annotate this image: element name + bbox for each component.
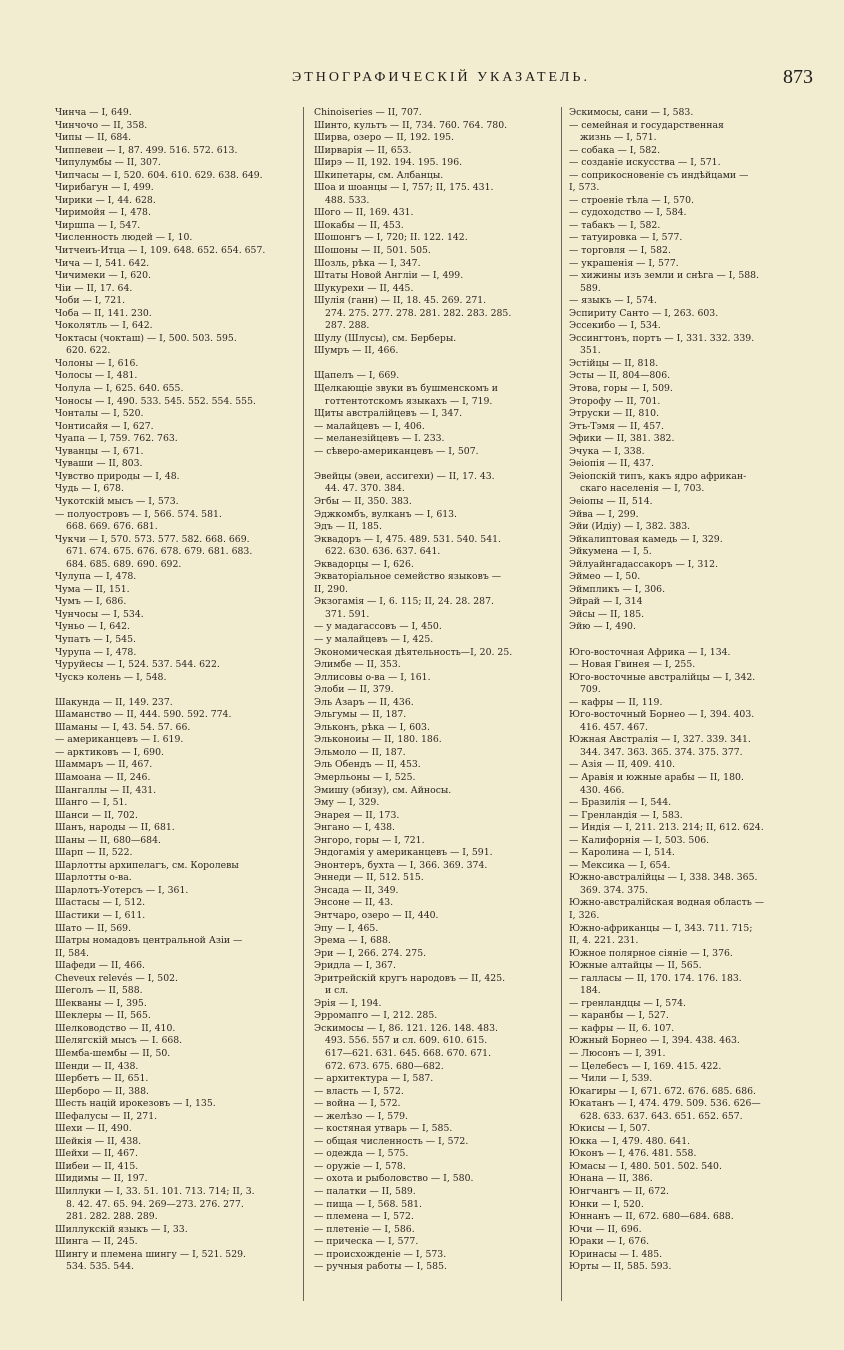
index-entry: 668. 669. 676. 681. [66,521,158,533]
index-entry: 672. 673. 675. 680—682. [325,1060,444,1072]
index-entry: Эдъ — II, 185. [314,521,382,533]
index-entry: Юкка — I, 479. 480. 641. [569,1135,691,1147]
index-entry: — у малайцевъ — I, 425. [314,633,434,645]
index-entry: — Каролина — I, 514. [569,847,675,859]
index-entry: Эннеди — II, 512. 515. [314,872,424,884]
index-entry: 44. 47. 370. 384. [325,483,405,495]
index-entry: Эльмоло — II, 187. [314,746,406,758]
index-entry: Щапелъ — I, 669. [314,370,400,382]
index-entry: Шидимы — II, 197. [55,1173,148,1185]
index-entry: 274. 275. 277. 278. 281. 282. 283. 285. [325,307,512,319]
index-entry: Элимбе — II, 353. [314,659,401,671]
index-entry: Юго-восточные австралійцы — I, 342. [569,671,756,683]
index-entry: Шамоана — II, 246. [55,771,151,783]
index-entry: — малайцевъ — I, 406. [314,420,425,432]
index-entry: Chinoiseries — II, 707. [314,107,422,118]
index-entry: Эльконъ, рѣка — I, 603. [314,721,430,733]
index-entry: Эритрейскій кругъ народовъ — II, 425. [314,972,506,984]
index-entry: Чуапа — I, 759. 762. 763. [55,433,178,445]
index-entry: I, 326. [569,910,600,921]
index-entry: Чиримойя — I, 478. [55,207,151,219]
index-entry: Чунчосы — I, 534. [55,608,144,620]
index-entry: Чонталы — I, 520. [55,408,144,420]
index-entry: Эрія — I, 194. [314,997,382,1009]
index-entry: Чулупа — I, 478. [55,571,137,583]
index-entry: Эчука — I, 338. [569,445,645,457]
index-entry: Чудь — I, 678. [55,483,124,495]
index-entry: — кафры — II, 6. 107. [569,1022,675,1034]
index-entry: — племена — I, 572. [314,1211,414,1223]
index-entry: Шарлотты о-ва. [55,872,132,884]
index-entry: Эѳіопія — II, 437. [569,458,655,470]
index-entry: Чоколятль — I, 642. [55,320,153,332]
index-entry: Эквадоръ — I, 475. 489. 531. 540. 541. [314,533,502,545]
index-entry: готтентотскомъ языкахъ — I, 719. [325,395,493,407]
index-entry: Чиршпа — I, 547. [55,219,141,231]
index-entry: Эсты — II, 804—806. [569,370,671,382]
index-entry: Шокабы — II, 453. [314,219,404,231]
index-entry: Шаны — II, 680—684. [55,834,161,846]
index-entry: — оружіе — I, 578. [314,1160,406,1172]
index-entry: — костяная утварь — I, 585. [314,1123,453,1135]
index-entry: 534. 535. 544. [66,1261,135,1273]
index-entry: Чуванцы — I, 671. [55,445,144,457]
index-column-3 [569,107,814,1274]
index-entry: 184. [580,985,601,997]
index-entry: Шеголъ — II, 588. [55,985,143,997]
index-entry: Шоа и шоанцы — I, 757; II, 175. 431. [314,182,494,194]
index-entry: — украшенія — I, 577. [569,257,679,269]
index-entry: — торговля — I, 582. [569,245,671,257]
index-entry: Шафеди — II, 466. [55,960,146,972]
index-entry: Чоктасы (чокташ) — I, 500. 503. 595. [55,332,237,344]
index-entry: Энарея — II, 173. [314,809,400,821]
index-entry: 344. 347. 363. 365. 374. 375. 377. [580,746,743,758]
index-entry: Шекваны — I, 395. [55,997,147,1009]
index-entry: II, 584. [55,947,89,959]
index-entry: Чукчи — I, 570. 573. 577. 582. 668. 669. [55,533,250,545]
index-entry: Чинча — I, 649. [55,107,132,118]
column-divider [561,107,562,1301]
index-entry: Эль Обендъ — II, 453. [314,759,421,771]
index-entry: Экзогамія — I, 6. 115; II, 24. 28. 287. [314,596,494,608]
index-entry: Эѳіопы — II, 514. [569,495,653,507]
index-entry: Энтчаро, озеро — II, 440. [314,910,439,921]
index-entry: Эймео — I, 50. [569,571,641,583]
index-entry: Шемба-шембы — II, 50. [55,1048,171,1060]
index-entry: — гренландцы — I, 574. [569,997,687,1009]
index-entry: Чукотскій мысъ — I, 573. [55,495,179,507]
index-entry: Эйва — I, 299. [569,508,639,520]
index-entry: Шозль, рѣка — I, 347. [314,257,421,269]
index-entry: Южно-африканцы — I, 343. 711. 715; [569,922,753,934]
index-entry: — хижины изъ земли и снѣга — I, 588. [569,270,760,282]
index-entry: и сл. [325,985,349,997]
index-entry: Южные алтайцы — II, 565. [569,960,702,972]
index-entry: Штаты Новой Англіи — I, 499. [314,270,464,282]
index-entry: II, 290. [314,583,348,595]
index-entry: Южно-австралійцы — I, 338. 348. 365. [569,872,758,884]
index-entry: Чурупа — I, 478. [55,646,137,658]
index-entry: Чичимеки — I, 620. [55,270,151,282]
index-entry: 628. 633. 637. 643. 651. 652. 657. [580,1110,743,1122]
index-entry: Чуруйесы — I, 524. 537. 544. 622. [55,659,220,671]
index-entry: Эмерльоны — I, 525. [314,771,416,783]
index-entry: Шаммаръ — II, 467. [55,759,153,771]
index-entry: Чоба — II, 141. 230. [55,307,152,319]
section-gap [314,458,554,471]
index-entry: Эридла — I, 367. [314,960,396,972]
index-column-2 [314,107,554,1274]
index-entry: Этъ-Тэмя — II, 457. [569,420,664,432]
index-entry: скаго населенія — I, 703. [580,483,705,495]
index-entry: Чума — II, 151. [55,583,130,595]
index-entry: — собака — I, 582. [569,144,661,156]
index-entry: Эстійцы — II, 818. [569,357,659,369]
index-entry: Chevеux relevés — I, 502. [55,972,178,984]
index-entry: Эджкомбъ, вулканъ — I, 613. [314,508,458,520]
index-entry: Южный Борнео — I, 394. 438. 463. [569,1035,740,1047]
index-entry: 709. [580,684,601,696]
index-entry: Энонтеръ, бухта — I, 366. 369. 374. [314,859,488,871]
index-entry: 430. 466. [580,784,625,796]
index-entry: — полуостровъ — I, 566. 574. 581. [55,508,222,520]
index-entry: 493. 556. 557 и сл. 609. 610. 615. [325,1035,488,1047]
index-entry: Шингу и племена шингу — I, 521. 529. [55,1248,247,1260]
index-entry: Шарлотты архипелагъ, см. Королевы [55,859,239,871]
index-entry: Эссекибо — I, 534. [569,320,661,332]
index-entry: Юго-восточная Африка — I, 134. [569,646,731,658]
index-entry: Эвейцы (эвеи, ассигехи) — II, 17. 43. [314,470,495,482]
index-entry: Эндогамія у американцевъ — I, 591. [314,847,493,859]
index-entry: Чуваши — II, 803. [55,458,143,470]
index-entry: Эйю — I, 490. [569,621,636,633]
index-entry: 589. [580,282,601,294]
index-entry: Юринасы — I. 485. [569,1248,663,1260]
index-entry: Эму — I, 329. [314,797,380,809]
index-entry: — плетеніе — I, 586. [314,1223,415,1235]
index-entry: — меланезійцевъ — I. 233. [314,433,445,445]
index-entry: — происхожденіе — I, 573. [314,1248,447,1260]
index-entry: Щиты австралійцевъ — I, 347. [314,408,463,420]
index-entry: Чиппевеи — I, 87. 499. 516. 572. 613. [55,144,238,156]
index-entry: 416. 457. 467. [580,721,649,733]
index-entry: 684. 685. 689. 690. 692. [66,558,182,570]
index-entry: Эйкумена — I, 5. [569,546,652,558]
index-entry: Чирики — I, 44. 628. [55,194,156,206]
index-entry: Юннанъ — II, 672. 680—684. 688. [569,1211,734,1223]
index-entry: Шеклеры — II, 565. [55,1010,151,1022]
index-entry: Шулія (ганн) — II, 18. 45. 269. 271. [314,295,487,307]
index-entry: Шейкія — II, 438. [55,1135,142,1147]
index-entry: Шанси — II, 702. [55,809,138,821]
index-entry: — прическа — I, 577. [314,1236,419,1248]
index-entry: — Люсонъ — I, 391. [569,1048,666,1060]
index-entry: Чинчочо — II, 358. [55,119,148,131]
index-entry: 622. 630. 636. 637. 641. [325,546,441,558]
index-entry: Южное полярное сіяніе — I, 376. [569,947,733,959]
index-entry: жизнь — I, 571. [580,132,657,144]
index-entry: Шумръ — II, 466. [314,345,399,357]
page-header [0,66,844,90]
column-divider [303,107,304,1301]
index-entry: Чолула — I, 625. 640. 655. [55,383,184,395]
index-column-1 [55,107,295,1274]
index-entry: — языкъ — I, 574. [569,295,657,307]
index-entry: Юкатанъ — I, 474. 479. 509. 536. 626— [569,1098,761,1110]
index-entry: 287. 288. [325,320,370,332]
index-entry: Шошонгъ — I, 720; II. 122. 142. [314,232,468,244]
index-entry: Эгбы — II, 350. 383. [314,495,412,507]
index-entry: Энсада — II, 349. [314,884,399,896]
index-entry: — табакъ — I, 582. [569,219,661,231]
index-entry: Чускэ колень — I, 548. [55,671,167,683]
index-entry: Шкипетары, см. Албанцы. [314,169,444,181]
index-entry: Шулу (Шлусы), см. Берберы. [314,332,457,344]
index-entry: Шошоны — II, 501. 505. [314,245,431,257]
index-entry: Этруски — II, 810. [569,408,660,420]
index-entry: Шатры номадовъ центральной Азіи — [55,935,243,947]
index-entry: Шого — II, 169. 431. [314,207,414,219]
index-entry: Чупатъ — I, 545. [55,633,136,645]
index-entry: Шакунда — II, 149. 237. [55,696,173,708]
index-entry: Эрема — I, 688. [314,935,391,947]
index-entry: — татуировка — I, 577. [569,232,683,244]
index-entry: Шенди — II, 438. [55,1060,139,1072]
index-entry: — каранбы — I, 527. [569,1010,669,1022]
index-entry: — сѣверо-американцевъ — I, 507. [314,445,479,457]
index-entry: Чіи — II, 17. 64. [55,282,133,294]
index-entry: Шинто, культъ — II, 734. 760. 764. 780. [314,119,508,131]
index-entry: 369. 374. 375. [580,884,649,896]
index-entry: Шастики — I, 611. [55,910,146,921]
index-entry: Эквадорцы — I, 626. [314,558,414,570]
index-entry: Элоби — II, 379. [314,684,394,696]
index-entry: Чича — I, 541. 642. [55,257,150,269]
index-entry: Юнгчангъ — II, 672. [569,1186,669,1198]
index-entry: Экваторіальное семейство языковъ — [314,571,502,583]
running-title: ЭТНОГРАФИЧЕСКІЙ УКАЗАТЕЛЬ. [292,70,590,85]
index-entry: Шато — II, 569. [55,922,132,934]
index-entry: — пища — I, 568. 581. [314,1198,422,1210]
index-entry: — созданіе искусства — I, 571. [569,157,721,169]
index-entry: 488. 533. [325,194,370,206]
index-entry: Юмасы — I, 480. 501. 502. 540. [569,1160,722,1172]
index-entry: — палатки — II, 589. [314,1186,416,1198]
index-entry: — американцевъ — I. 619. [55,734,184,746]
index-entry: — ручныя работы — I, 585. [314,1261,447,1273]
index-entry: Шефалусы — II, 271. [55,1110,158,1122]
index-entry: Юго-восточный Борнео — I, 394. 403. [569,709,755,721]
index-entry: Эскимосы — I, 86. 121. 126. 148. 483. [314,1022,498,1034]
index-entry: Эфики — II, 381. 382. [569,433,675,445]
index-entry: Шангаллы — II, 431. [55,784,157,796]
index-entry: — Гренландія — I, 583. [569,809,683,821]
index-entry: Эймпликъ — I, 306. [569,583,666,595]
index-entry: Эльгумы — II, 187. [314,709,407,721]
page-number: 873 [783,66,813,88]
index-entry: Чувство природы — I, 48. [55,470,180,482]
index-entry: 371. 591. [325,608,370,620]
index-entry: 617—621. 631. 645. 668. 670. 671. [325,1048,492,1060]
index-entry: Шарлотъ-Уотерсъ — I, 361. [55,884,189,896]
index-entry: 281. 282. 288. 289. [66,1211,158,1223]
index-entry: 620. 622. [66,345,111,357]
index-entry: Шастасы — I, 512. [55,897,146,909]
index-entry: II, 4. 221. 231. [569,935,639,947]
index-entry: — соприкосновеніе съ индѣйцами — [569,169,749,181]
index-entry: Эль Азаръ — II, 436. [314,696,414,708]
index-entry: — Бразилія — I, 544. [569,797,672,809]
index-entry: Эльконоиы — II, 180. 186. [314,734,442,746]
index-entry: Эрромапго — I, 212. 285. [314,1010,438,1022]
index-entry: Эйкалиптовая камедь — I, 329. [569,533,723,545]
index-entry: Эторофу — II, 701. [569,395,661,407]
index-entry: Численность людей — I, 10. [55,232,193,244]
index-entry: — галласы — II, 170. 174. 176. 183. [569,972,742,984]
index-entry: Щелкающіе звуки въ бушменскомъ и [314,383,498,395]
section-gap [55,684,295,697]
index-entry: Эпу — I, 465. [314,922,379,934]
index-entry: Эмишу (эбизу), см. Айносы. [314,784,452,796]
index-entry: — арктиковъ — I, 690. [55,746,164,758]
index-entry: Шесть націй ирокезовъ — I, 135. [55,1098,216,1110]
index-entry: Южная Австралія — I, 327. 339. 341. [569,734,751,746]
index-entry: Шерборо — II, 388. [55,1085,149,1097]
index-entry: Юконъ — I, 476. 481. 558. [569,1148,697,1160]
index-entry: Юкагиры — I, 671. 672. 676. 685. 686. [569,1085,756,1097]
index-entry: — Азія — II, 409. 410. [569,759,676,771]
index-entry: Юраки — I, 676. [569,1236,650,1248]
index-entry: — семейная и государственная [569,119,724,131]
index-entry: — Новая Гвинея — I, 255. [569,659,696,671]
index-entry: Шербетъ — II, 651. [55,1073,149,1085]
index-entry: Шелководство — II, 410. [55,1022,176,1034]
index-entry: Эссингтонъ, портъ — I, 331. 332. 339. [569,332,755,344]
index-entry: Шаманство — II, 444. 590. 592. 774. [55,709,232,721]
index-entry: Эспириту Санто — I, 263. 603. [569,307,719,319]
index-entry: Чумъ — I, 686. [55,596,127,608]
index-entry: Шанго — I, 51. [55,797,128,809]
section-gap [314,358,554,371]
index-entry: Эйрай — I, 314 [569,596,643,608]
index-entry: 351. [580,345,601,357]
index-entry: Чипулумбы — II, 307. [55,157,161,169]
index-entry: Ючи — II, 696. [569,1223,642,1235]
index-entry: — война — I, 572. [314,1098,401,1110]
index-entry: Юрты — II, 585. 593. [569,1261,672,1273]
index-entry: Шехи — II, 490. [55,1123,132,1135]
index-entry: — власть — I, 572. [314,1085,404,1097]
index-entry: Ширварія — II, 653. [314,144,412,156]
index-entry: Чоносы — I, 490. 533. 545. 552. 554. 555. [55,395,256,407]
index-entry: 671. 674. 675. 676. 678. 679. 681. 683. [66,546,253,558]
index-entry: Шарп — II, 522. [55,847,133,859]
index-entry: Чоби — I, 721. [55,295,126,307]
index-entry: Эскимосы, сани — I, 583. [569,107,694,118]
index-entry: Шанъ, народы — II, 681. [55,822,175,834]
index-entry: Чолоны — I, 616. [55,357,139,369]
index-entry: — у мадагассовъ — I, 450. [314,621,442,633]
index-entry: Шаманы — I, 43. 54. 57. 66. [55,721,191,733]
index-entry: — Целебесъ — I, 169. 415. 422. [569,1060,722,1072]
index-entry: Чипчасы — I, 520. 604. 610. 629. 638. 649. [55,169,263,181]
index-entry: Шелягскій мысъ — I. 668. [55,1035,183,1047]
index-entry: — Калифорнія — I, 503. 506. [569,834,710,846]
index-entry: — Индія — I, 211. 213. 214; II, 612. 624. [569,822,764,834]
index-entry: Ширэ — II, 192. 194. 195. 196. [314,157,463,169]
index-entry: — кафры — II, 119. [569,696,663,708]
index-entry: Чолосы — I, 481. [55,370,138,382]
index-entry: Шинга — II, 245. [55,1236,138,1248]
index-entry: Юкисы — I, 507. [569,1123,651,1135]
index-entry: — строеніе тѣла — I, 570. [569,194,694,206]
index-entry: — общая численность — I, 572. [314,1135,469,1147]
index-entry: Шиллукскій языкъ — I, 33. [55,1223,188,1235]
index-entry: — Мексика — I, 654. [569,859,671,871]
index-entry: I, 573. [569,182,600,194]
index-entry: — одежда — I, 575. [314,1148,409,1160]
index-entry: Экономическая дѣятельность—I, 20. 25. [314,646,513,658]
index-entry: — судоходство — I, 584. [569,207,687,219]
index-entry: Этова, горы — I, 509. [569,383,673,395]
index-entry: Чуньо — I, 642. [55,621,131,633]
index-entry: Эйлуайнгадассакоръ — I, 312. [569,558,719,570]
index-entry: Ширва, озеро — II, 192. 195. [314,132,454,144]
index-entry: — желѣзо — I, 579. [314,1110,408,1122]
index-entry: Энсоне — II, 43. [314,897,394,909]
index-entry: Энгоро, горы — I, 721. [314,834,425,846]
index-entry: Шукурехи — II, 445. [314,282,414,294]
index-entry: Шиллуки — I, 33. 51. 101. 713. 714; II, 3. [55,1186,255,1198]
index-entry: — Чили — I, 539. [569,1073,653,1085]
index-entry: 8. 42. 47. 65. 94. 269—273. 276. 277. [66,1198,244,1210]
index-entry: — архитектура — I, 587. [314,1073,434,1085]
section-gap [569,634,814,647]
index-entry: Эллисовы о-ва — I, 161. [314,671,431,683]
index-entry: Энгано — I, 438. [314,822,396,834]
index-entry: Эѳіопскій типъ, какъ ядро африкан- [569,470,747,482]
index-entry: Читчеиъ-Итца — I, 109. 648. 652. 654. 657. [55,245,266,257]
index-entry: Шибеи — II, 415. [55,1160,139,1172]
index-entry: — охота и рыболовство — I, 580. [314,1173,474,1185]
index-entry: Южно-австралійская водная область — [569,897,765,909]
index-entry: Эйсы — II, 185. [569,608,645,620]
index-entry: Чонтисайя — I, 627. [55,420,154,432]
index-entry: — Аравія и южные арабы — II, 180. [569,771,744,783]
index-entry: Эйи (Идіу) — I, 382. 383. [569,521,691,533]
index-entry: Чипы — II, 684. [55,132,132,144]
index-entry: Юнана — II, 386. [569,1173,653,1185]
index-entry: Шейхи — II, 467. [55,1148,138,1160]
index-entry: Эри — I, 266. 274. 275. [314,947,427,959]
index-entry: Чирибагун — I, 499. [55,182,154,194]
index-entry: Юнки — I, 520. [569,1198,644,1210]
